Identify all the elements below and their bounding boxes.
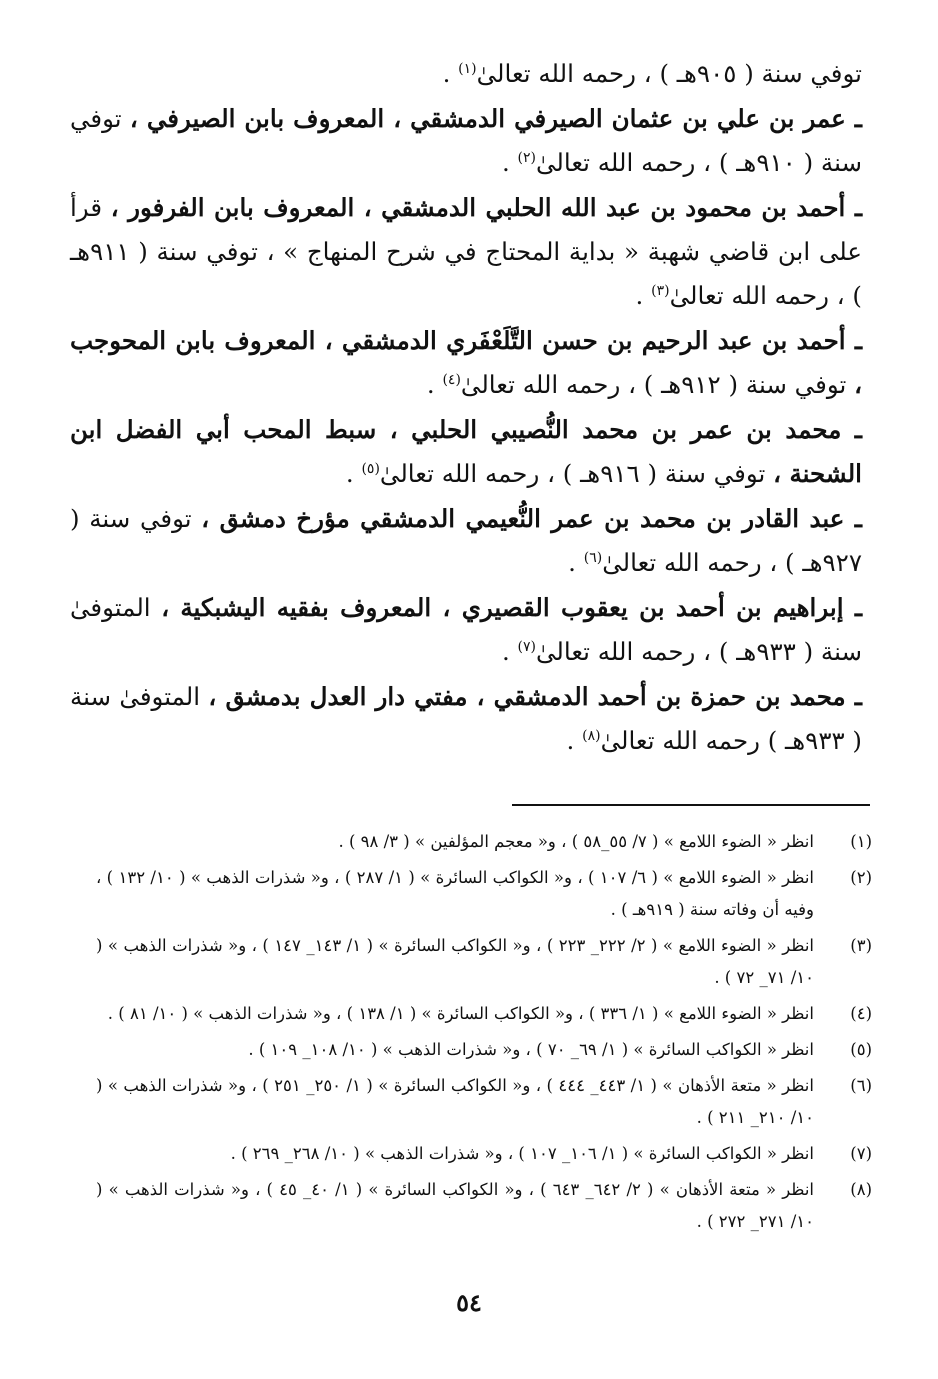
biography-entry	[70, 408, 862, 496]
entry-name: ـ عمر بن علي بن عثمان الصيرفي الدمشقي ، المعروف بابن الصيرفي ،	[129, 104, 862, 133]
biography-entry	[70, 186, 862, 318]
footnote-text: انظر « الضوء اللامع » ( ٦/ ١٠٧ ) ، و« الكواكب السائرة » ( ١/ ٢٨٧ ) ، و« شذرات الذهب » ( ١٠/ ١٣٢ ) ، وفيه أن وفاته سنة ( ٩١٩هـ ) .	[96, 868, 814, 919]
footnote-marker: (٣)	[651, 282, 670, 299]
entry-text: قرأ على ابن قاضي شهبة « بداية المحتاج في شرح المنهاج » ، توفي سنة ( ٩١١هـ ) ، رحمه الله تعالىٰ	[70, 193, 862, 310]
footnote	[96, 826, 872, 858]
footnote-text: انظر « الضوء اللامع » ( ١/ ٣٣٦ ) ، و« الكواكب السائرة » ( ١/ ١٣٨ ) ، و« شذرات الذهب » ( ١٠/ ٨١ ) .	[107, 1004, 814, 1023]
footnote-number: (٧)	[850, 1144, 872, 1163]
footnotes	[96, 826, 872, 1242]
footnote-number: (٥)	[850, 1040, 872, 1059]
entry-end: .	[501, 637, 518, 666]
footnote-number: (٢)	[850, 868, 872, 887]
footnote	[96, 1138, 872, 1170]
entry-end: .	[426, 370, 443, 399]
footnote-text: انظر « الكواكب السائرة » ( ١/ ٦٩_ ٧٠ ) ، و« شذرات الذهب » ( ١٠/ ١٠٨_ ١٠٩ ) .	[248, 1040, 814, 1059]
footnote-marker: (٢)	[517, 149, 537, 166]
entry-name: ـ عبد القادر بن محمد بن عمر النُّعيمي الدمشقي مؤرخ دمشق ،	[201, 504, 862, 533]
footnote-marker: (٨)	[582, 727, 601, 744]
entry-name: ـ أحمد بن عبد الرحيم بن حسن التَّلَعْفَري الدمشقي ، المعروف بابن المحوجب ،	[70, 326, 862, 399]
entry-text: توفي سنة ( ٩١٢هـ ) ، رحمه الله تعالىٰ	[460, 370, 855, 399]
entry-name: ـ محمد بن حمزة بن أحمد الدمشقي ، مفتي دار العدل بدمشق ،	[208, 682, 862, 711]
entry-name: ـ إبراهيم بن أحمد بن يعقوب القصيري ، المعروف بفقيه اليشبكية ،	[161, 593, 863, 622]
entry-name: ـ محمد بن عمر بن محمد النُّصيبي الحلبي ، سبط المحب أبي الفضل ابن الشحنة ،	[70, 415, 862, 488]
footnote-number: (٨)	[850, 1180, 872, 1199]
footnote-marker: (٧)	[517, 638, 537, 655]
entry-text: المتوفىٰ سنة ( ٩٣٣هـ ) رحمه الله تعالىٰ	[70, 682, 862, 755]
entry-text: توفي سنة ( ٩١٠هـ ) ، رحمه الله تعالىٰ	[70, 104, 862, 177]
biography-entry	[70, 497, 862, 585]
entry-text: توفي سنة ( ٩٠٥هـ ) ، رحمه الله تعالىٰ	[476, 59, 862, 88]
footnote-separator	[512, 804, 870, 806]
entry-name: ـ أحمد بن محمود بن عبد الله الحلبي الدمشقي ، المعروف بابن الفرفور ،	[110, 193, 862, 222]
footnote-text: انظر « الكواكب السائرة » ( ١/ ١٠٦_ ١٠٧ ) ، و« شذرات الذهب » ( ١٠/ ٢٦٨_ ٢٦٩ ) .	[230, 1144, 814, 1163]
footnote	[96, 930, 872, 994]
biography-entry	[70, 319, 862, 407]
footnote-text: انظر « الضوء اللامع » ( ٧/ ٥٥_٥٨ ) ، و« معجم المؤلفين » ( ٣/ ٩٨ ) .	[338, 832, 814, 851]
footnote	[96, 998, 872, 1030]
entry-end: .	[501, 148, 518, 177]
entry-end: .	[566, 726, 583, 755]
footnote	[96, 1034, 872, 1066]
biography-entry	[70, 52, 862, 96]
entry-text: المتوفىٰ سنة ( ٩٣٣هـ ) ، رحمه الله تعالىٰ	[70, 593, 862, 666]
entry-text: توفي سنة ( ٩٢٧هـ ) ، رحمه الله تعالىٰ	[70, 504, 862, 577]
biography-entry	[70, 675, 862, 763]
footnote-number: (٤)	[850, 1004, 872, 1023]
footnote-number: (٦)	[850, 1076, 872, 1095]
footnote-text: انظر « الضوء اللامع » ( ٢/ ٢٢٢_ ٢٢٣ ) ، و« الكواكب السائرة » ( ١/ ١٤٣_ ١٤٧ ) ، و« شذرات الذهب » ( ١٠/ ٧١_ ٧٢ ) .	[96, 936, 815, 987]
entry-end: .	[635, 281, 652, 310]
entry-text: توفي سنة ( ٩١٦هـ ) ، رحمه الله تعالىٰ	[379, 459, 774, 488]
biography-entry	[70, 97, 862, 185]
footnote-marker: (١)	[458, 60, 477, 77]
footnote	[96, 862, 872, 926]
footnote	[96, 1070, 872, 1134]
main-text	[70, 52, 862, 764]
footnote-marker: (٦)	[583, 549, 603, 566]
footnote-marker: (٤)	[442, 371, 461, 388]
footnote-text: انظر « متعة الأذهان » ( ١/ ٤٤٣_ ٤٤٤ ) ، و« الكواكب السائرة » ( ١/ ٢٥٠_ ٢٥١ ) ، و« شذرات الذهب » ( ١٠/ ٢١٠_ ٢١١ ) .	[96, 1076, 814, 1127]
entry-end: .	[568, 548, 584, 577]
biography-entry	[70, 586, 862, 674]
footnote-marker: (٥)	[361, 460, 380, 477]
footnote-text: انظر « متعة الأذهان » ( ٢/ ٦٤٢_ ٦٤٣ ) ، و« الكواكب السائرة » ( ١/ ٤٠_ ٤٥ ) ، و« شذرات الذهب » ( ١٠/ ٢٧١_ ٢٧٢ ) .	[96, 1180, 815, 1231]
footnote-number: (٣)	[850, 936, 872, 955]
footnote-number: (١)	[850, 832, 872, 851]
page-number: ٥٤	[456, 1288, 482, 1317]
entry-end: .	[442, 59, 459, 88]
entry-end: .	[345, 459, 362, 488]
footnote	[96, 1174, 872, 1238]
